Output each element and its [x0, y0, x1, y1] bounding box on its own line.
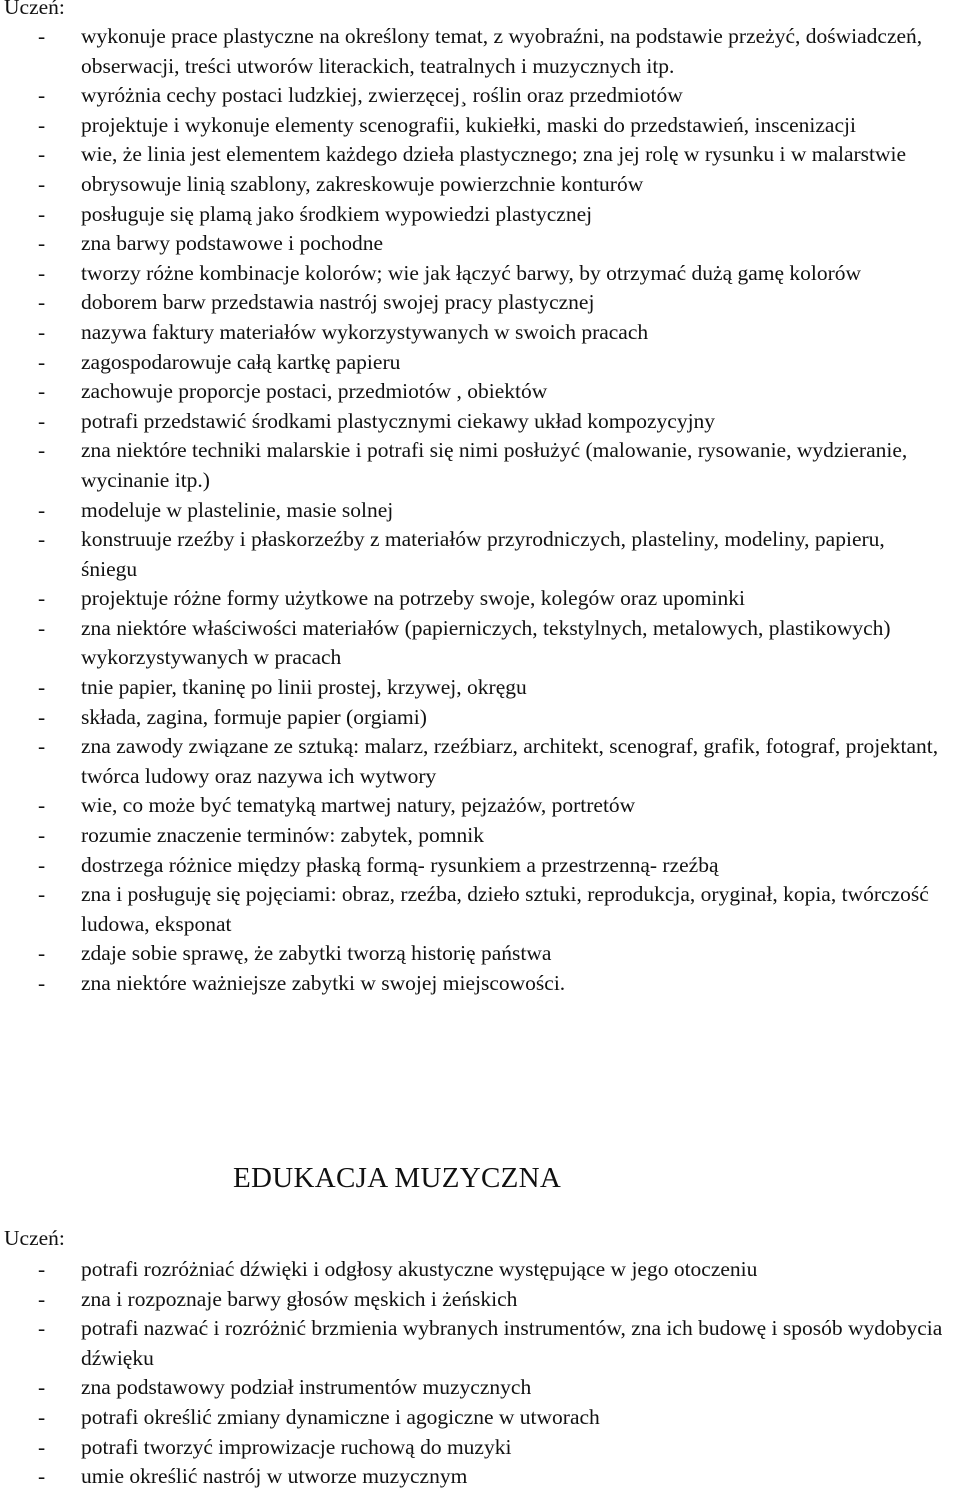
bullet-dash: -	[38, 290, 46, 315]
bullet-dash: -	[38, 852, 46, 877]
list-item-text: zachowuje proporcje postaci, przedmiotów , obiektów	[81, 379, 548, 404]
list-item-text: tworzy różne kombinacje kolorów; wie jak łączyć barwy, by otrzymać dużą gamę kolorów	[81, 260, 862, 285]
list-item-text: zdaje sobie sprawę, że zabytki tworzą historię państwa	[81, 941, 552, 966]
list-item	[0, 259, 960, 289]
section2-label: Uczeń:	[4, 1226, 65, 1250]
list-item-text: modeluje w plastelinie, masie solnej	[81, 497, 394, 522]
list-item	[0, 880, 960, 939]
bullet-dash: -	[38, 379, 46, 404]
bullet-dash: -	[38, 24, 46, 48]
bullet-dash: -	[38, 497, 46, 522]
bullet-dash: -	[38, 231, 46, 256]
list-item	[0, 614, 960, 673]
bullet-dash: -	[38, 675, 46, 700]
list-item	[0, 140, 960, 170]
list-item	[0, 1373, 960, 1403]
bullet-dash: -	[38, 112, 46, 137]
bullet-dash: -	[38, 319, 46, 344]
bullet-dash: -	[38, 704, 46, 729]
bullet-dash: -	[38, 171, 46, 196]
bullet-dash: -	[38, 83, 46, 108]
bullet-dash: -	[38, 734, 46, 759]
list-item-text: potrafi rozróżniać dźwięki i odgłosy akustyczne występujące w jego otoczeniu	[81, 1257, 758, 1281]
list-item	[0, 584, 960, 614]
bullet-dash: -	[38, 142, 46, 167]
list-item-text: wyróżnia cechy postaci ludzkiej, zwierzęcej¸ roślin oraz przedmiotów	[81, 83, 683, 108]
bullet-dash: -	[38, 971, 46, 995]
bullet-dash: -	[38, 1464, 46, 1489]
list-item-text: konstruuje rzeźby i płaskorzeźby z materiałów przyrodniczych, plasteliny, modeliny, papieru, śniegu	[81, 527, 885, 581]
bullet-dash: -	[38, 260, 46, 285]
bullet-dash: -	[38, 1257, 46, 1281]
bullet-dash: -	[38, 438, 46, 463]
list-item	[0, 1403, 960, 1433]
list-item	[0, 348, 960, 378]
bullet-dash: -	[38, 941, 46, 966]
list-item	[0, 1433, 960, 1463]
bullet-dash: -	[38, 823, 46, 848]
bullet-dash: -	[38, 349, 46, 374]
list-item-text: zna podstawowy podział instrumentów muzycznych	[81, 1375, 532, 1400]
list-item	[0, 1314, 960, 1373]
bullet-dash: -	[38, 1316, 46, 1341]
list-item-text: wie, że linia jest elementem każdego dzieła plastycznego; zna jej rolę w rysunku i w malarstwie	[81, 142, 907, 167]
list-item	[0, 436, 960, 495]
list-item	[0, 1285, 960, 1315]
list-item-text: zna i posługuję się pojęciami: obraz, rzeźba, dzieło sztuki, reprodukcja, oryginał, kopia, twórczość ludowa, eksponat	[81, 882, 929, 936]
bullet-dash: -	[38, 793, 46, 818]
bullet-dash: -	[38, 882, 46, 907]
list-item	[0, 170, 960, 200]
section-heading-music: EDUKACJA MUZYCZNA	[233, 1162, 562, 1194]
list-item-text: potrafi tworzyć improwizacje ruchową do muzyki	[81, 1434, 512, 1459]
list-item-text: zna niektóre właściwości materiałów (papierniczych, tekstylnych, metalowych, plastikowych) wykorzystywanych w pracach	[81, 615, 891, 670]
list-item-text: tnie papier, tkaninę po linii prostej, krzywej, okręgu	[81, 675, 527, 700]
bullet-dash: -	[38, 527, 46, 552]
section1-label: Uczeń:	[4, 0, 65, 19]
list-item	[0, 496, 960, 526]
bullet-dash: -	[38, 586, 46, 611]
bullet-dash: -	[38, 615, 46, 640]
list-item	[0, 407, 960, 437]
list-item-text: projektuje różne formy użytkowe na potrzeby swoje, kolegów oraz upominki	[81, 586, 745, 611]
list-item	[0, 703, 960, 733]
list-item-text: potrafi przedstawić środkami plastycznymi ciekawy układ kompozycyjny	[81, 408, 716, 433]
list-item-text: dostrzega różnice między płaską formą- rysunkiem a przestrzenną- rzeźbą	[81, 852, 719, 877]
list-item	[0, 673, 960, 703]
list-item-text: zna niektóre ważniejsze zabytki w swojej miejscowości.	[81, 971, 566, 995]
list-item	[0, 939, 960, 969]
list-item	[0, 288, 960, 318]
list-item	[0, 525, 960, 584]
list-item	[0, 1255, 960, 1285]
list-item-text: umie określić nastrój w utworze muzycznym	[81, 1464, 468, 1489]
bullet-dash: -	[38, 201, 46, 226]
list-item-text: zna i rozpoznaje barwy głosów męskich i żeńskich	[81, 1286, 518, 1311]
bullet-dash: -	[38, 1404, 46, 1429]
list-item	[0, 318, 960, 348]
list-item-text: nazywa faktury materiałów wykorzystywanych w swoich pracach	[81, 319, 649, 344]
list-item-text: potrafi nazwać i rozróżnić brzmienia wybranych instrumentów, zna ich budowę i sposób wydobycia dźwięku	[81, 1316, 943, 1370]
list-item	[0, 1462, 960, 1492]
list-item-text: doborem barw przedstawia nastrój swojej pracy plastycznej	[81, 290, 595, 315]
list-item	[0, 791, 960, 821]
list-item-text: wie, co może być tematyką martwej natury, pejzażów, portretów	[81, 793, 636, 818]
list-item-text: potrafi określić zmiany dynamiczne i agogiczne w utworach	[81, 1404, 600, 1429]
list-item-text: zna niektóre techniki malarskie i potrafi się nimi posłużyć (malowanie, rysowanie, wydzieranie, wycinanie itp.)	[81, 438, 908, 492]
art-skills-list	[0, 22, 960, 999]
list-item	[0, 22, 960, 81]
list-item-text: obrysowuje linią szablony, zakreskowuje powierzchnie konturów	[81, 171, 644, 196]
list-item-text: projektuje i wykonuje elementy scenografii, kukiełki, maski do przedstawień, inscenizacji	[81, 112, 856, 137]
list-item-text: posługuje się plamą jako środkiem wypowiedzi plastycznej	[81, 201, 593, 226]
bullet-dash: -	[38, 1434, 46, 1459]
list-item	[0, 821, 960, 851]
music-skills-list	[0, 1255, 960, 1492]
list-item-text: zna zawody związane ze sztuką: malarz, rzeźbiarz, architekt, scenograf, grafik, fotograf, projektant, twórca ludowy oraz nazywa ich wytwory	[81, 734, 939, 788]
bullet-dash: -	[38, 1375, 46, 1400]
list-item	[0, 229, 960, 259]
bullet-dash: -	[38, 408, 46, 433]
list-item	[0, 377, 960, 407]
bullet-dash: -	[38, 1286, 46, 1311]
list-item-text: zagospodarowuje całą kartkę papieru	[81, 349, 401, 374]
list-item	[0, 969, 960, 999]
list-item	[0, 851, 960, 881]
list-item-text: zna barwy podstawowe i pochodne	[81, 231, 384, 256]
list-item-text: składa, zagina, formuje papier (orgiami)	[81, 704, 427, 729]
list-item	[0, 111, 960, 141]
list-item-text: rozumie znaczenie terminów: zabytek, pomnik	[81, 823, 484, 848]
list-item-text: wykonuje prace plastyczne na określony temat, z wyobraźni, na podstawie przeżyć, doświadczeń, obserwacji, treści utworów literackich, teatralnych i muzycznych itp.	[81, 24, 923, 78]
list-item	[0, 732, 960, 791]
list-item	[0, 81, 960, 111]
list-item	[0, 200, 960, 230]
